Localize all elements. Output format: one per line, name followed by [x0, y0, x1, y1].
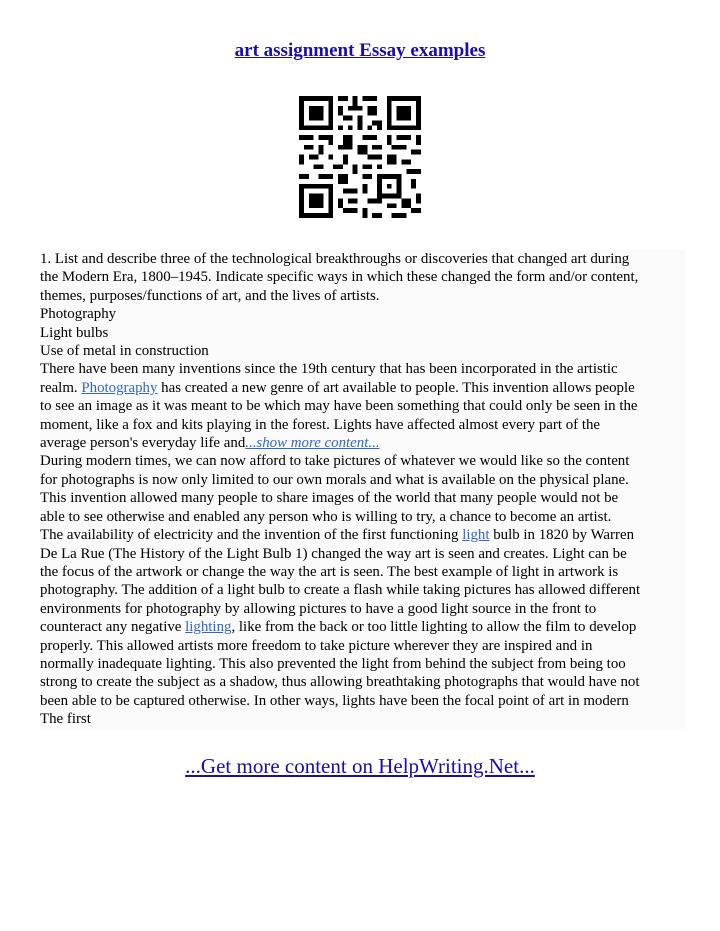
- light-link[interactable]: light: [462, 527, 490, 544]
- paragraph-line: average person's everyday life and...show more content...: [40, 435, 380, 452]
- paragraph-line: strong to create the subject as a shadow, thus allowing breathtaking photographs that would have not: [40, 674, 640, 691]
- paragraph-line: The first: [40, 711, 91, 728]
- paragraph-line: normally inadequate lighting. This also prevented the light from behind the subject from being too: [40, 655, 626, 672]
- list-item-metal: Use of metal in construction: [40, 343, 209, 360]
- paragraph-line: been able to be captured otherwise. In other ways, lights have been the focal point of art in modern: [40, 692, 629, 709]
- paragraph-line: photography. The addition of a light bulb to create a flash while taking pictures has allowed different: [40, 582, 641, 599]
- question-line: the Modern Era, 1800–1945. Indicate specific ways in which these changed the form and/or content,: [40, 269, 639, 286]
- essay-body: [40, 250, 685, 729]
- photography-link[interactable]: Photography: [81, 379, 158, 396]
- qr-code-icon: [299, 96, 421, 218]
- page-title: [0, 40, 720, 62]
- footer: [0, 754, 720, 779]
- get-more-content-link[interactable]: ...Get more content on HelpWriting.Net...: [185, 754, 535, 778]
- paragraph-line: environments for photography by allowing pictures to have a good light source in the front to: [40, 600, 597, 617]
- paragraph-line: counteract any negative lighting, like from the back or too little lighting to allow the film to develop: [40, 619, 637, 636]
- title-link[interactable]: art assignment Essay examples: [234, 40, 486, 61]
- paragraph-line: There have been many inventions since the 19th century that has been incorporated in the artistic: [40, 361, 618, 378]
- paragraph-line: De La Rue (The History of the Light Bulb 1) changed the way art is seen and creates. Light can be: [40, 545, 627, 562]
- paragraph-line: for photographs is now only limited to our own morals and what is available on the physical plane.: [40, 471, 629, 488]
- show-more-link[interactable]: ...show more content...: [245, 435, 380, 452]
- paragraph-line: The availability of electricity and the invention of the first functioning light bulb in 1820 by Warren: [40, 527, 635, 544]
- question-line: themes, purposes/functions of art, and the lives of artists.: [40, 287, 380, 304]
- paragraph-line: properly. This allowed artists more freedom to take picture wherever they are inspired and in: [40, 637, 593, 654]
- paragraph-line: able to see otherwise and enabled any person who is willing to try, a chance to become an artist.: [40, 508, 612, 525]
- paragraph-line: moment, like a fox and kits playing in the forest. Lights have affected almost every part of the: [40, 416, 601, 433]
- paragraph-line: During modern times, we can now afford to take pictures of whatever we would like so the content: [40, 453, 630, 470]
- list-item-light-bulbs: Light bulbs: [40, 324, 109, 341]
- qr-code: [299, 96, 421, 218]
- paragraph-line: This invention allowed many people to share images of the world that many people would not be: [40, 490, 619, 507]
- lighting-link[interactable]: lighting: [185, 619, 232, 636]
- paragraph-line: realm. Photography has created a new genre of art available to people. This invention allows people: [40, 379, 635, 396]
- paragraph-line: to see an image as it was meant to be which may have been something that could only be seen in the: [40, 398, 638, 415]
- question-line: 1. List and describe three of the technological breakthroughs or discoveries that changed art during: [40, 251, 630, 267]
- paragraph-line: the focus of the artwork or change the way the art is seen. The best example of light in artwork is: [40, 563, 619, 580]
- list-item-photography: Photography: [40, 306, 117, 323]
